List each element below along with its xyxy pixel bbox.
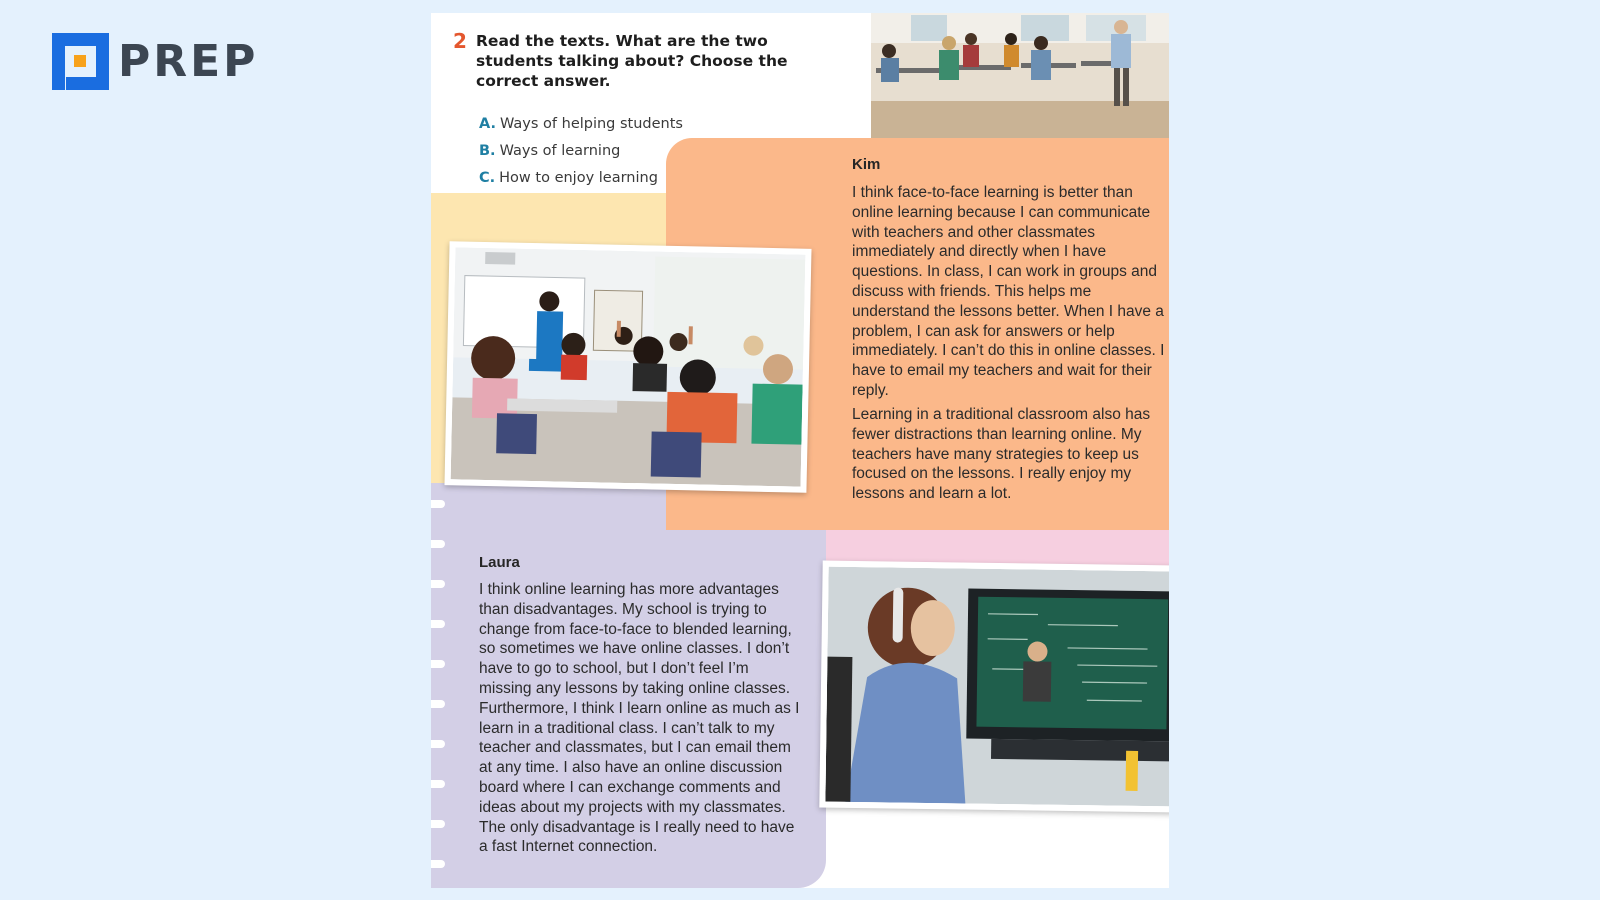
option-text: Ways of helping students <box>500 116 683 132</box>
laura-name: Laura <box>479 554 520 571</box>
punch-hole <box>431 620 445 628</box>
punch-hole <box>431 660 445 668</box>
punch-hole <box>431 540 445 548</box>
online-learning-photo-frame <box>819 561 1169 813</box>
prep-logo-icon <box>52 33 109 90</box>
option-letter: B. <box>479 143 496 159</box>
option-text: How to enjoy learning <box>499 170 658 186</box>
prep-logo-text: PREP <box>118 36 259 87</box>
option-a[interactable] <box>479 111 683 138</box>
question-text: Read the texts. What are the two students talking about? Choose the correct answer. <box>476 32 788 90</box>
punch-hole <box>431 500 445 508</box>
option-letter: C. <box>479 170 496 186</box>
punch-hole <box>431 740 445 748</box>
option-c[interactable] <box>479 165 683 192</box>
option-letter: A. <box>479 116 496 132</box>
laura-paragraph-1: I think online learning has more advantages than disadvantages. My school is trying to change from face-to-face to blended learning, so sometimes we have online classes. I don’t have to go to school, but I don’t feel I’m missing any lessons by taking online classes. Furthermore, I think I learn online as much as I learn in a traditional class. I can’t talk to my teacher and classmates, but I can email them at any time. I also have an online discussion board where I can exchange comments and ideas about my projects with my classmates. The only disadvantage is I really need to have a fast Internet connection. <box>479 581 800 856</box>
punch-hole <box>431 820 445 828</box>
prep-logo <box>52 33 258 90</box>
punch-hole <box>431 580 445 588</box>
classroom-photo-frame <box>444 241 811 493</box>
online-learning-photo <box>825 567 1169 807</box>
answer-options <box>479 111 683 192</box>
textbook-page <box>431 13 1169 888</box>
top-classroom-photo <box>871 13 1169 138</box>
option-text: Ways of learning <box>499 143 621 159</box>
question-number: 2 <box>453 29 467 53</box>
raised-hands-classroom-photo <box>451 247 806 486</box>
punch-hole <box>431 700 445 708</box>
kim-paragraph-2: Learning in a traditional classroom also has fewer distractions than learning online. My teachers have many strategies to keep us focused on the lessons. I really enjoy my lessons and learn a lot. <box>852 406 1151 503</box>
kim-name: Kim <box>852 156 881 173</box>
kim-paragraph-1: I think face-to-face learning is better than online learning because I can communicate with teachers and other classmates immediately and directly when I have questions. In class, I can work in groups and discuss with friends. This helps me understand the lessons better. When I have a problem, I can ask for answers or help immediately. I can’t do this in online classes. I have to email my teachers and wait for their reply. <box>852 184 1165 399</box>
punch-hole <box>431 780 445 788</box>
punch-hole <box>431 860 445 868</box>
option-b[interactable] <box>479 138 683 165</box>
